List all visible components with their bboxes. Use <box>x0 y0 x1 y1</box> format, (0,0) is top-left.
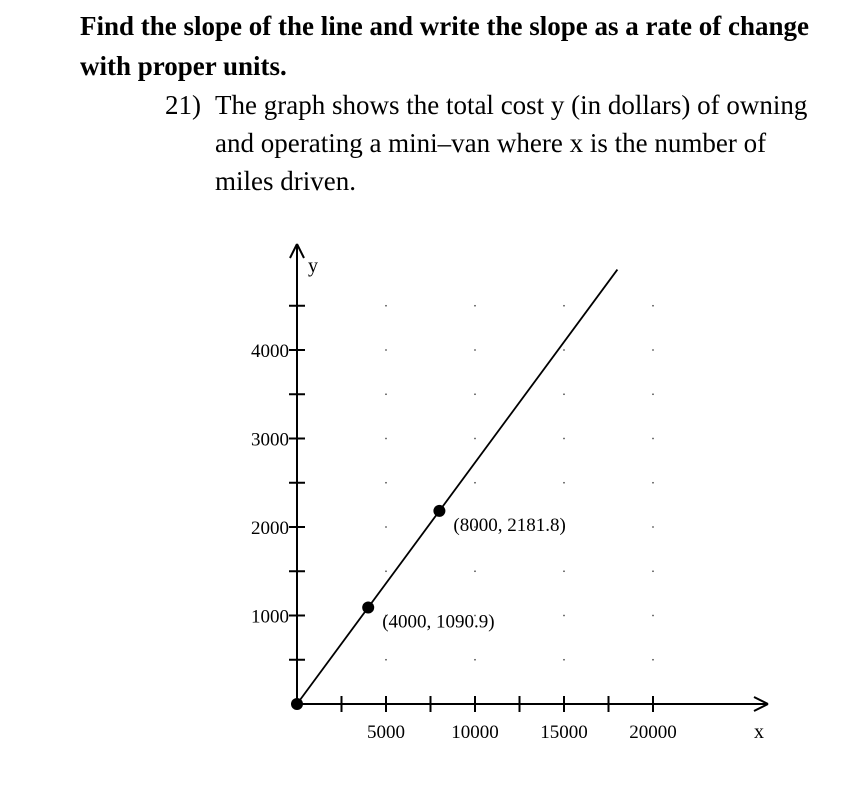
y-tick-label: 1000 <box>251 606 289 628</box>
grid-dot <box>652 438 654 440</box>
axes <box>290 244 768 711</box>
grid-dot <box>563 570 565 572</box>
problem-text: The graph shows the total cost y (in dollars) of owning and operating a mini–van where x is the number of miles driven. <box>215 90 808 196</box>
x-tick-label: 5000 <box>367 722 405 743</box>
data-point <box>362 601 374 613</box>
grid-dot <box>652 349 654 351</box>
grid-dot <box>563 393 565 395</box>
grid-dot <box>474 438 476 440</box>
grid-dot <box>652 570 654 572</box>
data-point-label: (4000, 1090.9) <box>382 611 495 633</box>
y-tick-label: 4000 <box>251 341 289 362</box>
grid-dot <box>385 482 387 484</box>
grid-dot <box>385 438 387 440</box>
grid-dot <box>563 349 565 351</box>
grid-dot <box>652 659 654 661</box>
x-tick-label: 15000 <box>540 722 588 743</box>
grid-dot <box>652 305 654 307</box>
grid-dot <box>474 349 476 351</box>
grid-dot <box>385 349 387 351</box>
grid-dot <box>652 526 654 528</box>
grid-dot <box>563 659 565 661</box>
grid-dot <box>652 615 654 617</box>
series-lines <box>297 270 617 704</box>
cost-line <box>297 270 617 704</box>
grid-dot <box>385 570 387 572</box>
instructions-heading: Find the slope of the line and write the slope as a rate of change with proper units. <box>80 11 809 81</box>
x-axis-label: x <box>754 721 764 743</box>
grid-dot <box>385 305 387 307</box>
grid-dot <box>474 305 476 307</box>
grid-dot <box>563 482 565 484</box>
y-tick-label: 2000 <box>251 518 289 539</box>
problem-number: 21) <box>165 90 201 120</box>
data-point <box>291 698 303 710</box>
x-tick-label: 10000 <box>451 722 499 743</box>
grid-dot <box>652 393 654 395</box>
grid-dot <box>563 438 565 440</box>
grid-dot <box>385 393 387 395</box>
grid-dots <box>385 305 654 661</box>
grid-dot <box>563 305 565 307</box>
grid-dot <box>385 526 387 528</box>
y-axis-label: y <box>308 255 318 277</box>
grid-dot <box>563 615 565 617</box>
grid-dot <box>474 482 476 484</box>
data-point <box>433 505 445 517</box>
grid-dot <box>474 659 476 661</box>
data-point-label: (8000, 2181.8) <box>453 514 566 536</box>
grid-dot <box>474 393 476 395</box>
x-tick-label: 20000 <box>629 722 677 743</box>
grid-dot <box>652 482 654 484</box>
grid-dot <box>385 659 387 661</box>
grid-dot <box>474 570 476 572</box>
data-points <box>291 505 566 710</box>
y-tick-label: 3000 <box>251 429 289 451</box>
